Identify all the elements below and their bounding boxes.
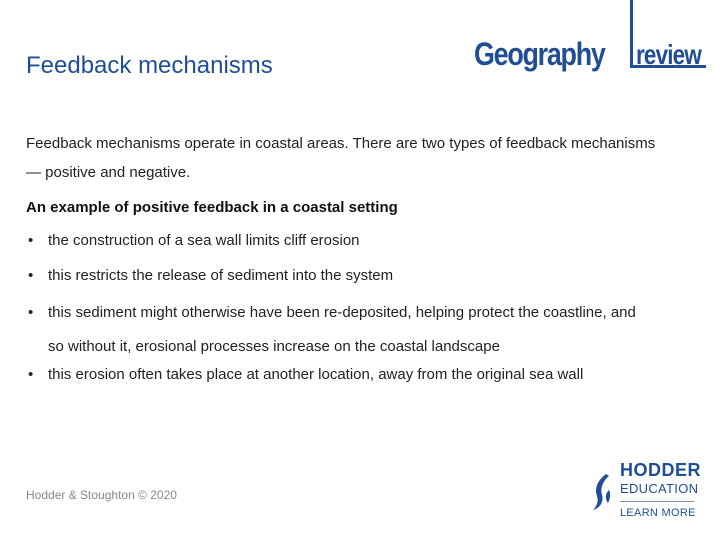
bullet-item [28, 360, 668, 390]
bullet-text: this erosion often takes place at another location, away from the original sea wall [48, 366, 584, 383]
education-wordmark: EDUCATION [620, 481, 699, 496]
logo-rule [620, 501, 694, 502]
bullet-marker: • [28, 366, 34, 383]
bullet-text: the construction of a sea wall limits cliff erosion [48, 232, 360, 249]
bullet-item [28, 226, 668, 256]
bullet-text: this restricts the release of sediment into the system [48, 267, 394, 284]
copyright-footer: Hodder & Stoughton © 2020 [26, 488, 177, 502]
learn-more-tagline: LEARN MORE [620, 507, 696, 519]
geography-review-logo [474, 0, 708, 80]
bullet-marker: • [28, 267, 34, 284]
logo-divider-bar [630, 0, 633, 68]
bullet-marker: • [28, 304, 34, 321]
bullet-text: this sediment might otherwise have been re-deposited, helping protect the coastline, and so without it, erosional processes increase on the coastal landscape [48, 304, 636, 355]
section-heading: An example of positive feedback in a coastal setting [26, 199, 398, 216]
hodder-wordmark: HODDER [620, 460, 702, 480]
logo-review-text: review [636, 39, 701, 70]
hodder-swirl-icon [592, 472, 612, 512]
slide-title: Feedback mechanisms [26, 52, 273, 79]
bullet-item [28, 261, 668, 291]
bullet-item [28, 296, 648, 364]
intro-paragraph: Feedback mechanisms operate in coastal areas. There are two types of feedback mechanisms — positive and negative. [26, 135, 656, 181]
hodder-education-logo [592, 458, 712, 524]
bullet-marker: • [28, 232, 34, 249]
logo-geography-text: Geography [474, 36, 605, 72]
